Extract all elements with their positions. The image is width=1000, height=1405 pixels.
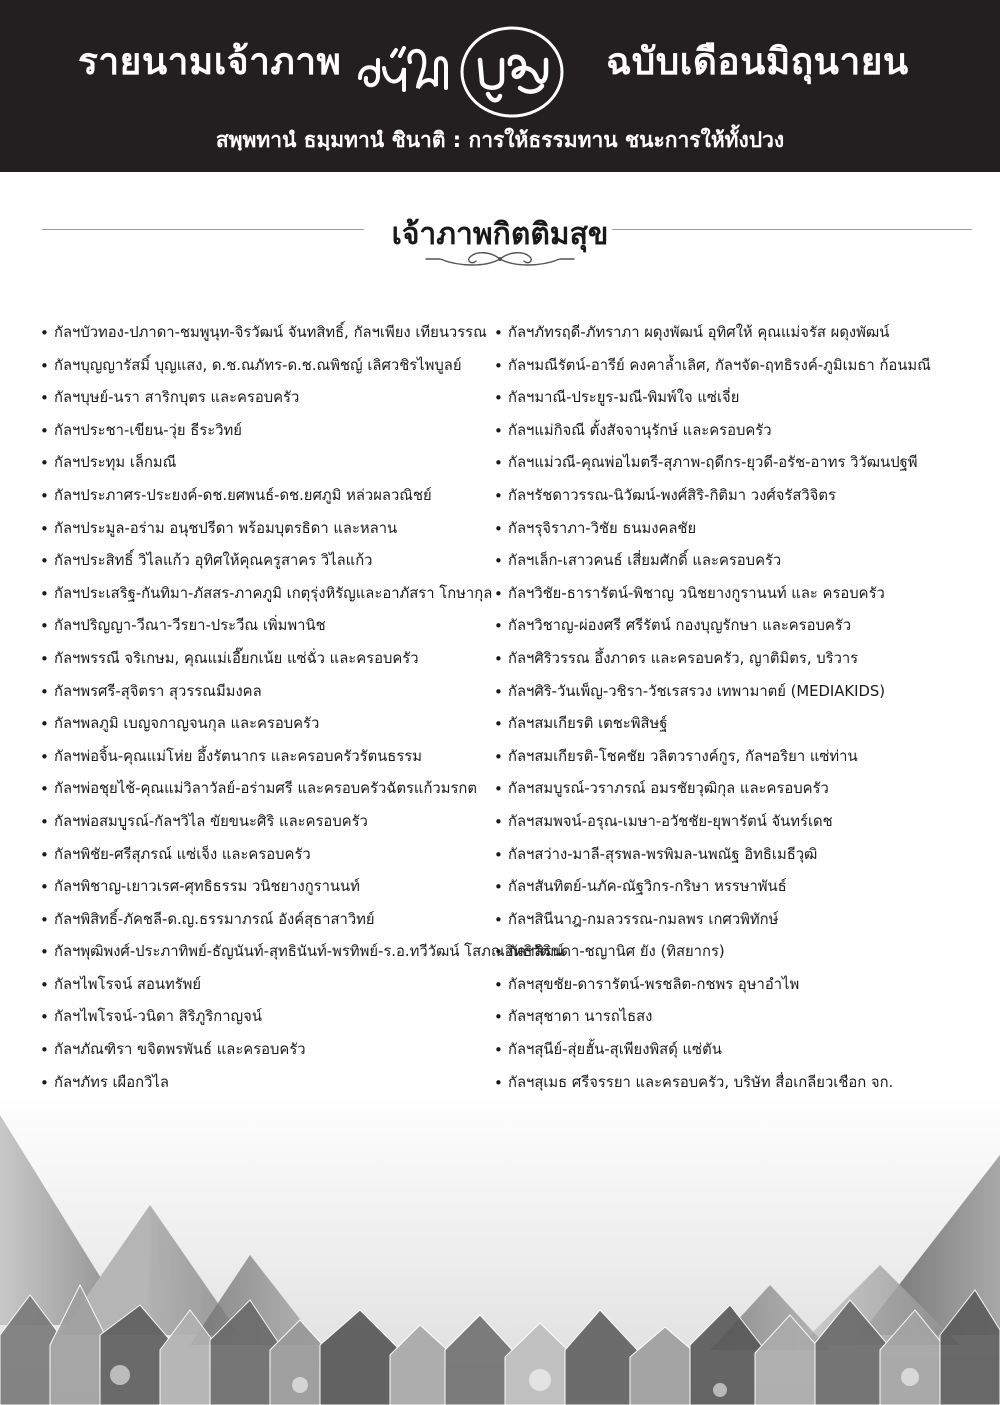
- donor-list-item: • กัลฯมาณี-ประยูร-มณี-พิมพ์ใจ แซ่เจี่ย: [494, 382, 964, 415]
- donor-list-item: • กัลฯประสิทธิ์ วิไลแก้ว อุทิศให้คุณครูสาคร วิไลแก้ว: [40, 545, 500, 578]
- donor-list-item: • กัลฯสุชาดา นารถไธสง: [494, 1001, 964, 1034]
- donor-list-item: • กัลฯประมูล-อร่าม อนุชปรีดา พร้อมบุตรธิดา และหลาน: [40, 513, 500, 546]
- donor-list-item: • กัลฯพ่อชุยไช้-คุณแม่วิลาวัลย์-อร่ามศรี และครอบครัวฉัตรแก้วมรกต: [40, 773, 500, 806]
- donor-list-item: • กัลฯพิชาญ-เยาวเรศ-ศุทธิธรรม วนิชยางกูรานนท์: [40, 871, 500, 904]
- donor-list-item: • กัลฯศิริวรรณ อึ้งภาดร และครอบครัว, ญาติมิตร, บริวาร: [494, 643, 964, 676]
- header-subtitle: สพฺพทานํ ธมฺมทานํ ชินาติ : การให้ธรรมทาน ชนะการให้ทั้งปวง: [215, 128, 785, 152]
- donor-list-item: • กัลฯพรรณี จริเกษม, คุณแม่เอี๊ยกเน้ย แซ่ฉั่ว และครอบครัว: [40, 643, 500, 676]
- header-title-right: ฉบับเดือนมิถุนายน: [606, 40, 909, 83]
- donor-list-item: • กัลฯแม่วณี-คุณพ่อไมตรี-สุภาพ-ฤดีกร-ยุวดี-อรัช-อาทร วิวัฒนปฐพี: [494, 447, 964, 480]
- donor-list-item: • กัลฯบัวทอง-ปภาดา-ชมพูนุท-จิรวัฒน์ จันทสิทธิ์, กัลฯเพียง เทียนวรรณ: [40, 317, 500, 350]
- donor-list-item: • กัลฯภัณฑิรา ขจิตพรพันธ์ และครอบครัว: [40, 1034, 500, 1067]
- section-heading: [0, 205, 1000, 275]
- donor-list-item: • กัลฯไพโรจน์-วนิดา สิริภูริกาญจน์: [40, 1001, 500, 1034]
- donor-list-item: • กัลฯพ่อจิ้น-คุณแม่โห่ย อึ้งรัตนากร และครอบครัวรัตนธรรม: [40, 741, 500, 774]
- donor-list-item: • กัลฯประภาศร-ประยงค์-ดช.ยศพนธ์-ดช.ยศภูมิ หล่วผลวณิชย์: [40, 480, 500, 513]
- donor-list-item: • กัลฯพรศรี-สุจิตรา สุวรรณมีมงคล: [40, 676, 500, 709]
- donor-list-item: • กัลฯวิชัย-ธารารัตน์-พิชาญ วนิชยางกูรานนท์ และ ครอบครัว: [494, 578, 964, 611]
- donor-list-item: • กัลฯภัทร เผือกวิไล: [40, 1067, 500, 1100]
- donor-list-item: • กัลฯสมเกียรติ-โชคชัย วลิตวรางค์กูร, กัลฯอริยา แซ่ท่าน: [494, 741, 964, 774]
- donor-list-item: • กัลฯสิรินดา-ชญานิศ ยัง (ทิสยากร): [494, 936, 964, 969]
- donor-list-left: [40, 317, 565, 1099]
- donor-list-item: • กัลฯวิชาญ-ผ่องศรี ศรีรัตน์ กองบุญรักษา และครอบครัว: [494, 610, 964, 643]
- donor-list-item: • กัลฯปริญญา-วีณา-วีรยา-ประวีณ เพิ่มพานิช: [40, 610, 500, 643]
- donor-list-item: • กัลฯบุษย์-นรา สาริกบุตร และครอบครัว: [40, 382, 500, 415]
- donor-list-item: • กัลฯสุนีย์-สุ่ยฮั้น-สุเพียงพิสดุ์ แซ่ตัน: [494, 1034, 964, 1067]
- donor-list-item: • กัลฯสินีนาฎ-กมลวรรณ-กมลพร เกศวพิทักษ์: [494, 904, 964, 937]
- donor-list-item: • กัลฯสว่าง-มาลี-สุรพล-พรพิมล-นพณัฐ อิทธิเมธีวุฒิ: [494, 839, 964, 872]
- donor-list-item: • กัลฯศิริ-วันเพ็ญ-วชิรา-วัชเรสรวง เทพามาตย์ (MEDIAKIDS): [494, 676, 964, 709]
- donor-list-item: • กัลฯประเสริฐ-กันทิมา-ภัสสร-ภาคภูมิ เกตุรุ่งหิรัญและอาภัสรา โกษากุล: [40, 578, 500, 611]
- header-banner: [0, 0, 1000, 172]
- donor-list-item: • กัลฯรัชดาวรรณ-นิวัฒน์-พงศ์สิริ-กิติมา วงศ์จรัสวิจิตร: [494, 480, 964, 513]
- donor-list-item: • กัลฯภัทรฤดี-ภัทราภา ผดุงพัฒน์ อุทิศให้ คุณแม่จรัส ผดุงพัฒน์: [494, 317, 964, 350]
- donor-list-item: • กัลฯสมบูรณ์-วราภรณ์ อมรชัยวุฒิกุล และครอบครัว: [494, 773, 964, 806]
- donor-list-item: • กัลฯประทุม เล็กมณี: [40, 447, 500, 480]
- donor-list-item: • กัลฯรุจิราภา-วิชัย ธนมงคลชัย: [494, 513, 964, 546]
- donor-list-item: • กัลฯสุขชัย-ดารารัตน์-พรชลิต-กชพร อุษาอำไพ: [494, 969, 964, 1002]
- section-title: เจ้าภาพกิตติมสุข: [391, 217, 609, 252]
- donor-list-item: • กัลฯบุญญารัสมิ์ บุญแสง, ด.ช.ณภัทร-ด.ช.ณพิชญ์ เลิศวชิรไพบูลย์: [40, 350, 500, 383]
- donor-list-item: • กัลฯเล็ก-เสาวคนธ์ เสี่ยมศักดิ์ และครอบครัว: [494, 545, 964, 578]
- donor-list-item: • กัลฯสมพจน์-อรุณ-เมษา-อวัชชัย-ยุพารัตน์ จันทร์เดช: [494, 806, 964, 839]
- donor-list-item: • กัลฯสุเมธ ศรีจรรยา และครอบครัว, บริษัท สื่อเกลียวเชือก จก.: [494, 1067, 964, 1100]
- donor-list-item: • กัลฯพลภูมิ เบญจกาญจนกุล และครอบครัว: [40, 708, 500, 741]
- donor-list-item: • กัลฯแม่กิจณี ตั้งสัจจานุรักษ์ และครอบครัว: [494, 415, 964, 448]
- header-title-left: รายนามเจ้าภาพ: [78, 40, 342, 83]
- donor-list-right: [494, 317, 964, 1099]
- donor-list-item: • กัลฯพิชัย-ศรีสุภรณ์ แซ่เจ็ง และครอบครัว: [40, 839, 500, 872]
- flourish-ornament-icon: [420, 249, 580, 269]
- aunai-boon-logo-icon: [352, 20, 572, 116]
- donor-list-item: • กัลฯพุฒิพงศ์-ประภาทิพย์-ธัญนันท์-สุทธินันท์-พรทิพย์-ร.อ.ทวีวัฒน์ โสภณอิทธิวัฒน์: [40, 936, 500, 969]
- donor-list-item: • กัลฯมณีรัตน์-อารีย์ คงคาล้ำเลิศ, กัลฯจัด-ฤทธิรงค์-ภูมิเมธา ก้อนมณี: [494, 350, 964, 383]
- donor-list-item: • กัลฯพิสิทธิ์-ภัคชลี-ด.ญ.ธรรมาภรณ์ อังค์สุธาสาวิทย์: [40, 904, 500, 937]
- donor-list-item: • กัลฯไพโรจน์ สอนทรัพย์: [40, 969, 500, 1002]
- divider-right: [612, 229, 972, 230]
- donor-list-item: • กัลฯประชา-เขียน-วุ่ย ธีระวิทย์: [40, 415, 500, 448]
- donor-list-item: • กัลฯสันทิตย์-นภัค-ณัฐวิกร-กริษา หรรษาพันธ์: [494, 871, 964, 904]
- donor-list-item: • กัลฯสมเกียรติ เตชะพิสิษฐ์: [494, 708, 964, 741]
- donor-list-item: • กัลฯพ่อสมบูรณ์-กัลฯวิไล ขัยขนะศิริ และครอบครัว: [40, 806, 500, 839]
- pyramid-crystal-illustration-icon: [0, 1095, 1000, 1405]
